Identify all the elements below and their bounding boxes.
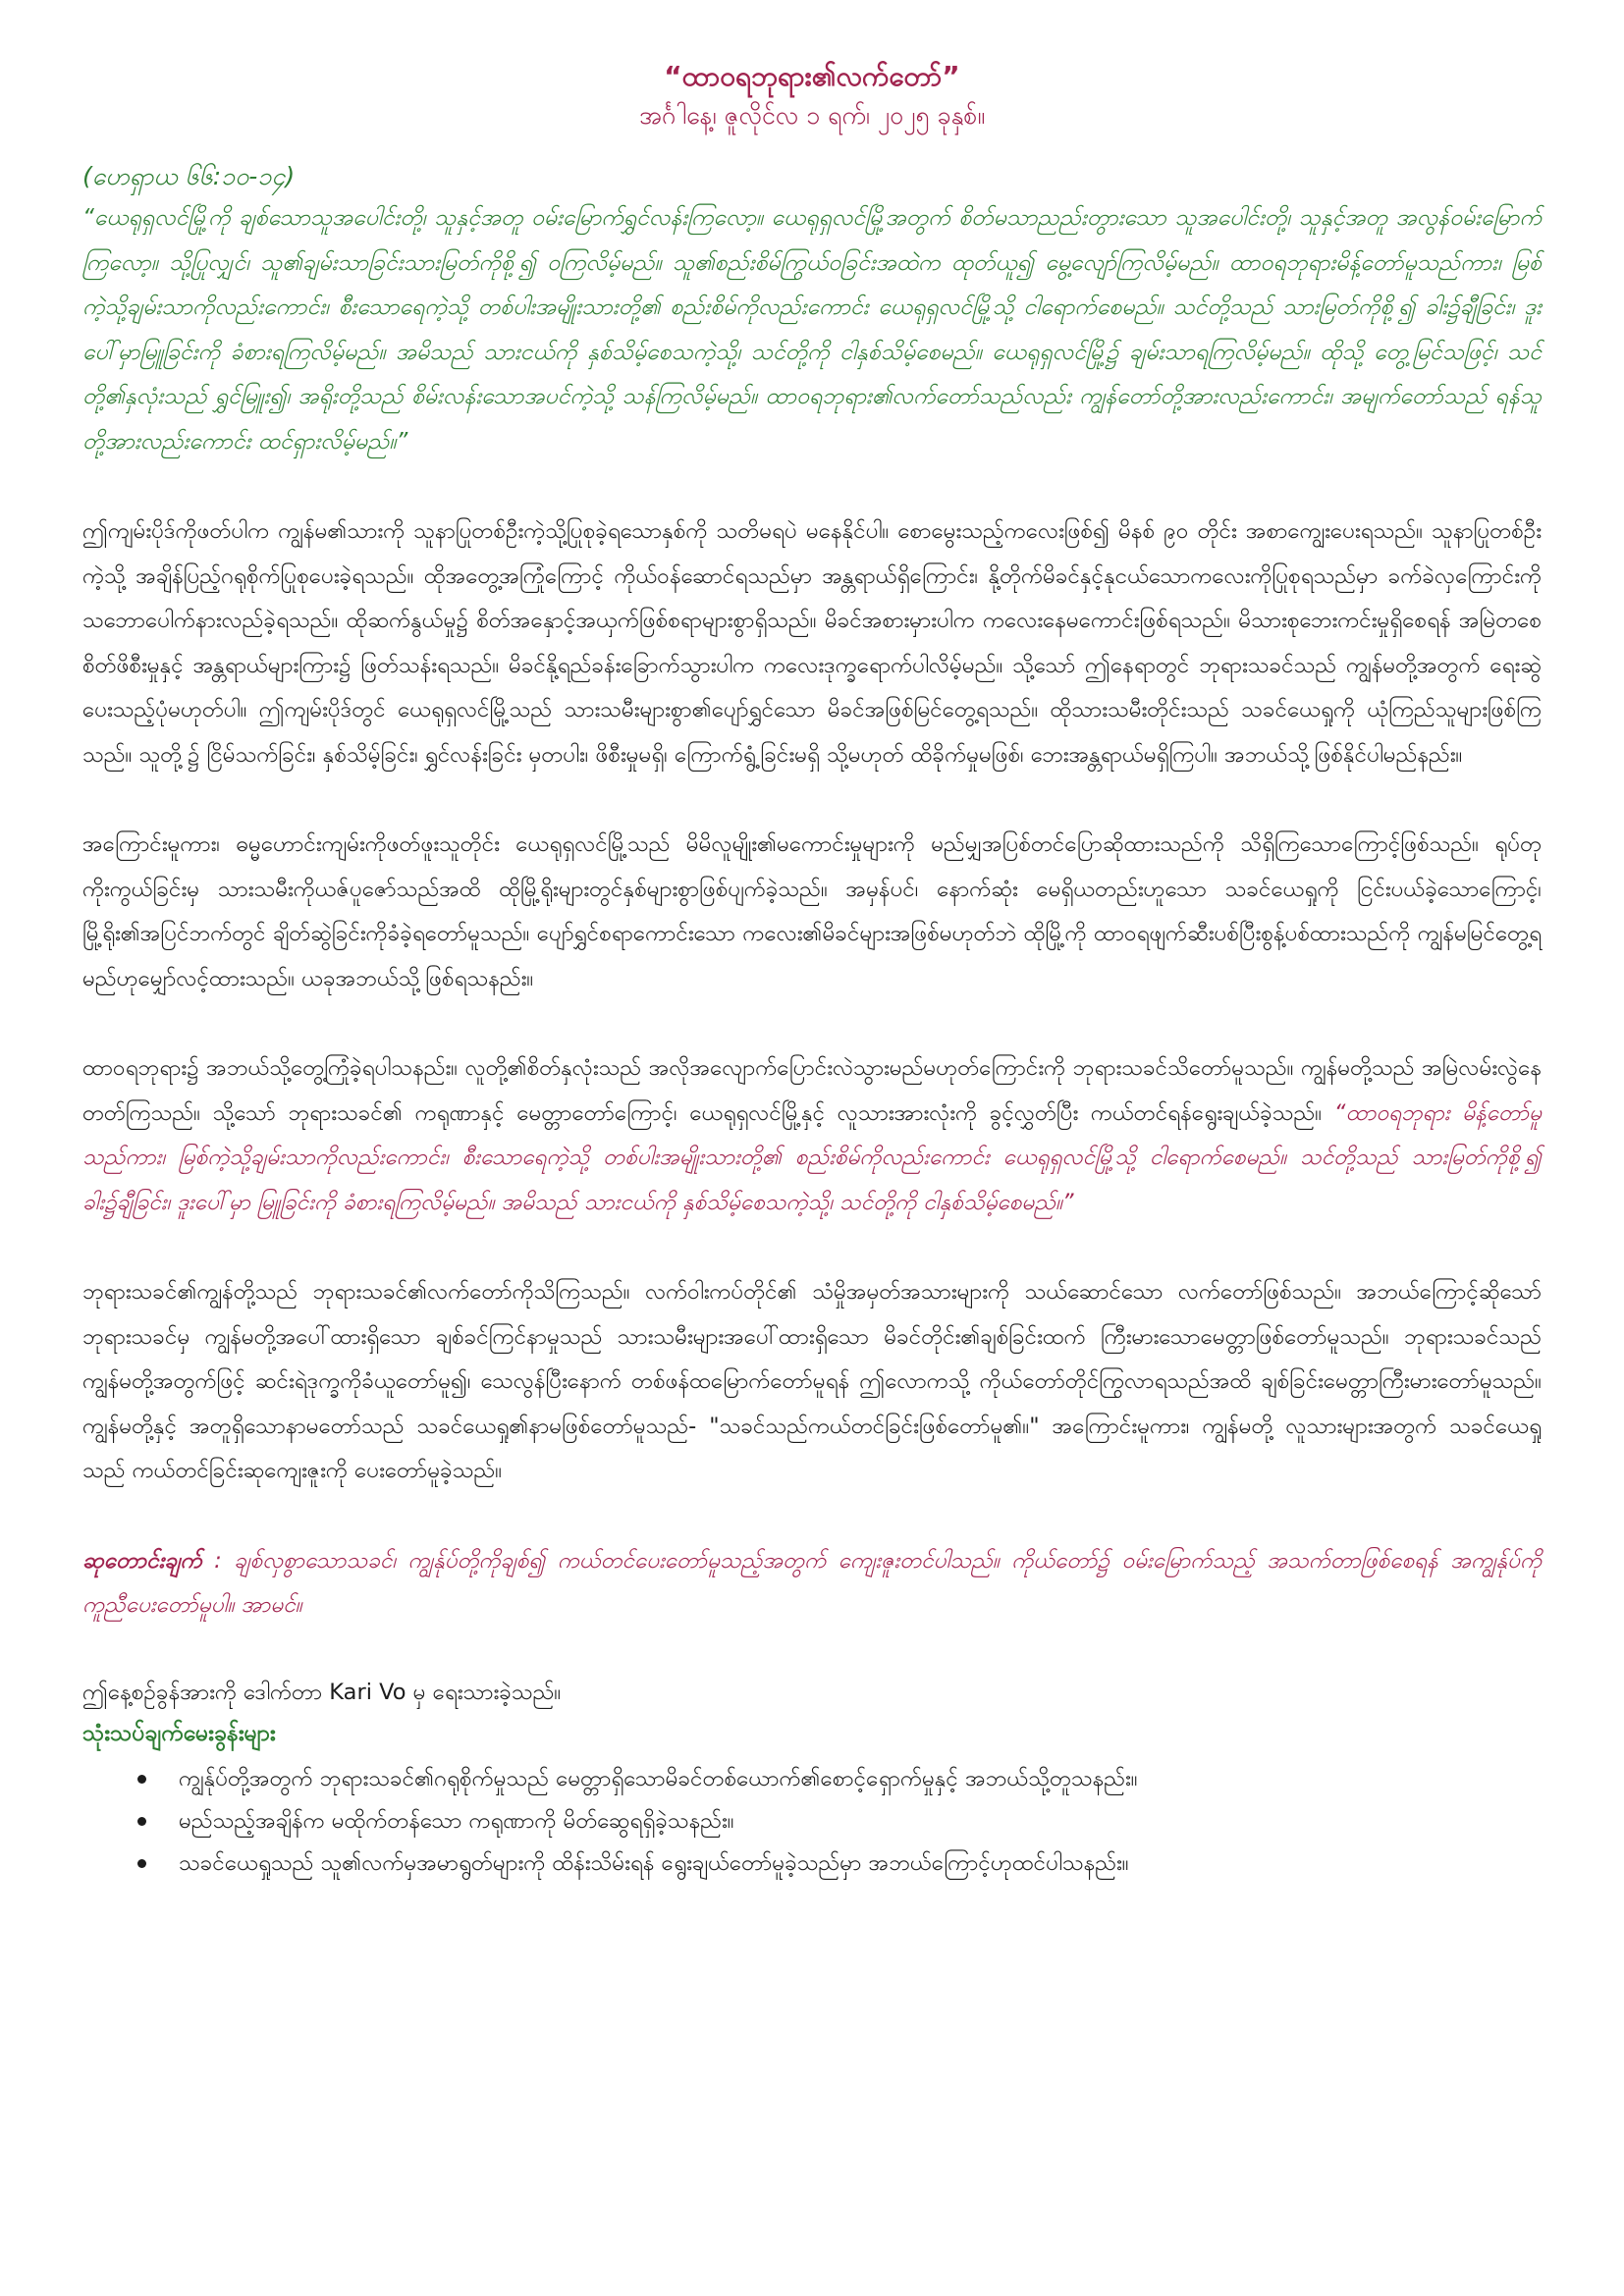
bullet-icon bbox=[137, 1859, 146, 1868]
body-paragraph-4: ဘုရားသခင်၏ကျွန်တို့သည် ဘုရားသခင်၏လက်တော်ကိုသိကြသည်။ လက်ဝါးကပ်တိုင်၏ သံမှိုအမှတ်အသားများကို သယ်ဆောင်သော လက်တော်ဖြစ်သည်။ အဘယ်ကြောင့်ဆိုသော် ဘုရားသခင်မှ ကျွန်မတို့အပေါ်ထားရှိသော ချစ်ခင်ကြင်နာမှုသည် သားသမီးများအပေါ်ထားရှိသော မိခင်တိုင်း၏ချစ်ခြင်းထက် ကြီးမားသောမေတ္တာဖြစ်တော်မူသည်။ ဘုရားသခင်သည် ကျွန်မတို့အတွက်ဖြင့် ဆင်းရဲဒုက္ခကိုခံယူတော်မူ၍၊ သေလွန်ပြီးနောက် တစ်ဖန်ထမြောက်တော်မူရန် ဤလောကသို့ ကိုယ်တော်တိုင်ကြွလာရသည်အထိ ချစ်ခြင်းမေတ္တာကြီးမားတော်မူသည်။ ကျွန်မတို့နှင့် အတူရှိသောနာမတော်သည် သခင်ယေရှု၏နာမဖြစ်တော်မူသည်- "သခင်သည်ကယ်တင်ခြင်းဖြစ်တော်မူ၏။" အကြောင်းမူကား၊ ကျွန်မတို့ လူသားများအတွက် သခင်ယေရှုသည် ကယ်တင်ခြင်းဆုကျေးဇူးကို ပေးတော်မူခဲ့သည်။ bbox=[82, 1279, 1542, 1483]
questions-heading: သုံးသပ်ချက်မေးခွန်းများ bbox=[82, 1720, 276, 1746]
questions-list bbox=[82, 1758, 1542, 1885]
question-text: ကျွန်ုပ်တို့အတွက် ဘုရားသခင်၏ဂရုစိုက်မှုသည် မေတ္တာရှိသောမိခင်တစ်ယောက်၏စောင့်ရှောက်မှုနှင့် အဘယ်သို့တူသနည်း။ bbox=[179, 1765, 1138, 1791]
date-line: အင်္ဂါနေ့၊ ဇူလိုင်လ ၁ ရက်၊ ၂၀၂၅ ခုနှစ်။ bbox=[638, 101, 986, 130]
bullet-icon bbox=[137, 1817, 146, 1826]
question-text: မည်သည့်အချိန်က မထိုက်တန်သော ကရုဏာကို မိတ်ဆွေရရှိခဲ့သနည်း။ bbox=[179, 1807, 734, 1834]
paragraph-3-text: ထာဝရဘုရား၌ အဘယ်သို့တွေ့ကြုံခဲ့ရပါသနည်း။ လူတို့၏စိတ်နှလုံးသည် အလိုအလျောက်ပြောင်းလဲသွားမည်မဟုတ်ကြောင်းကို ဘုရားသခင်သိတော်မူသည်။ ကျွန်မတို့သည် အမြဲလမ်းလွဲနေတတ်ကြသည်။ သို့သော် ဘုရားသခင်၏ ကရုဏာနှင့် မေတ္တာတော်ကြောင့်၊ ယေရုရှလင်မြို့နှင့် လူသားအားလုံးကို ခွင့်လွှတ်ပြီး ကယ်တင်ရန်ရွေးချယ်ခဲ့သည်။ bbox=[82, 1055, 1542, 1126]
list-item bbox=[137, 1758, 1542, 1800]
author-credit: ဤနေ့စဉ်ခွန်အားကို ဒေါက်တာ Kari Vo မှ ရေးသားခဲ့သည်။ bbox=[82, 1679, 562, 1705]
bullet-icon bbox=[137, 1775, 146, 1784]
prayer-label: ဆုတောင်းချက် bbox=[82, 1547, 202, 1574]
scripture-reference: (ဟေရှာယ ၆၆:၁၀-၁၄) bbox=[82, 162, 296, 190]
scripture-text: “ယေရုရှလင်မြို့ကို ချစ်သောသူအပေါင်းတို့၊ သူနှင့်အတူ ဝမ်းမြောက်ရွှင်လန်းကြလော့။ ယေရုရှလင်မြို့အတွက် စိတ်မသာညည်းတွားသော သူအပေါင်းတို့၊ သူနှင့်အတူ အလွန်ဝမ်းမြောက်ကြလော့။ သို့ပြုလျှင်၊ သူ၏ချမ်းသာခြင်းသားမြတ်ကိုစို့၍ ဝကြလိမ့်မည်။ သူ၏စည်းစိမ်ကြွယ်ဝခြင်းအထဲက ထုတ်ယူ၍ မွေ့လျော်ကြလိမ့်မည်။ ထာဝရဘုရားမိန့်တော်မူသည်ကား၊ မြစ်ကဲ့သို့ချမ်းသာကိုလည်းကောင်း၊ စီးသောရေကဲ့သို့ တစ်ပါးအမျိုးသားတို့၏ စည်းစိမ်ကိုလည်းကောင်း ယေရုရှလင်မြို့သို့ ငါရောက်စေမည်။ သင်တို့သည် သားမြတ်ကိုစို့၍ ခါး၌ချီခြင်း၊ ဒူးပေါ်မှာမြူခြင်းကို ခံစားရကြလိမ့်မည်။ အမိသည် သားငယ်ကို နှစ်သိမ့်စေသကဲ့သို့၊ သင်တို့ကို ငါနှစ်သိမ့်စေမည်။ ယေရုရှလင်မြို့၌ ချမ်းသာရကြလိမ့်မည်။ ထိုသို့ တွေ့မြင်သဖြင့်၊ သင်တို့၏နှလုံးသည် ရွှင်မြူး၍၊ အရိုးတို့သည် စိမ်းလန်းသောအပင်ကဲ့သို့ သန်ကြလိမ့်မည်။ ထာဝရဘုရား၏လက်တော်သည်လည်း ကျွန်တော်တို့အားလည်းကောင်း၊ အမျက်တော်သည် ရန်သူတို့အားလည်းကောင်း ထင်ရှားလိမ့်မည်။” bbox=[82, 205, 1542, 454]
inline-scripture-quote: “ထာဝရဘုရား မိန့်တော်မူသည်ကား၊ မြစ်ကဲ့သို့ချမ်းသာကိုလည်းကောင်း၊ စီးသောရေကဲ့သို့ တစ်ပါးအမျိုးသားတို့၏ စည်းစိမ်ကိုလည်းကောင်း ယေရုရှလင်မြို့သို့ ငါရောက်စေမည်။ သင်တို့သည် သားမြတ်ကိုစို့၍ ခါး၌ချီခြင်း၊ ဒူးပေါ်မှာ မြူခြင်းကို ခံစားရကြလိမ့်မည်။ အမိသည် သားငယ်ကို နှစ်သိမ့်စေသကဲ့သို့၊ သင်တို့ကို ငါနှစ်သိမ့်စေမည်။” bbox=[82, 1099, 1542, 1215]
prayer-text: : ချစ်လှစွာသောသခင်၊ ကျွန်ုပ်တို့ကိုချစ်၍ ကယ်တင်ပေးတော်မူသည့်အတွက် ကျေးဇူးတင်ပါသည်။ ကိုယ်တော်၌ ဝမ်းမြောက်သည့် အသက်တာဖြစ်စေရန် အကျွန်ုပ်ကို ကူညီပေးတော်မူပါ။ အာမင်။ bbox=[82, 1547, 1542, 1618]
body-paragraph-2: အကြောင်းမူကား၊ ဓမ္မဟောင်းကျမ်းကိုဖတ်ဖူးသူတိုင်း ယေရုရှလင်မြို့သည် မိမိလူမျိုး၏မကောင်းမှုများကို မည်မျှအပြစ်တင်ပြောဆိုထားသည်ကို သိရှိကြသောကြောင့်ဖြစ်သည်။ ရုပ်တုကိုးကွယ်ခြင်းမှ သားသမီးကိုယဇ်ပူဇော်သည်အထိ ထိုမြို့ရိုးများတွင်နှစ်များစွာဖြစ်ပျက်ခဲ့သည်။ အမှန်ပင်၊ နောက်ဆုံး မေရှိယတည်းဟူသော သခင်ယေရှုကို ငြင်းပယ်ခဲ့သောကြောင့်၊ မြို့ရိုး၏အပြင်ဘက်တွင် ချိတ်ဆွဲခြင်းကိုခံခဲ့ရတော်မူသည်။ ပျော်ရွှင်စရာကောင်းသော ကလေး၏မိခင်များအဖြစ်မဟုတ်ဘဲ ထိုမြို့ကို ထာဝရဖျက်ဆီးပစ်ပြီးစွန့်ပစ်ထားသည်ကို ကျွန်မမြင်တွေ့ရမည်ဟုမျှော်လင့်ထားသည်။ ယခုအဘယ်သို့ဖြစ်ရသနည်း။ bbox=[82, 831, 1542, 991]
list-item bbox=[137, 1842, 1542, 1885]
body-paragraph-1: ဤကျမ်းပိုဒ်ကိုဖတ်ပါက ကျွန်မ၏သားကို သူနာပြုတစ်ဦးကဲ့သို့ပြုစုခဲ့ရသောနှစ်ကို သတိမရပဲ မနေနိုင်ပါ။ စောမွေးသည့်ကလေးဖြစ်၍ မိနစ် ၉၀ တိုင်း အစာကျွေးပေးရသည်။ သူနာပြုတစ်ဦးကဲ့သို့ အချိန်ပြည့်ဂရုစိုက်ပြုစုပေးခဲ့ရသည်။ ထိုအတွေ့အကြုံကြောင့် ကိုယ်ဝန်ဆောင်ရသည်မှာ အန္တရာယ်ရှိကြောင်း၊ နို့တိုက်မိခင်နှင့်နုငယ်သောကလေးကိုပြုစုရသည်မှာ ခက်ခဲလှကြောင်းကို သဘောပေါက်နားလည်ခဲ့ရသည်။ ထိုဆက်နွယ်မှု၌ စိတ်အနှောင့်အယှက်ဖြစ်စရာများစွာရှိသည်။ မိခင်အစားမှားပါက ကလေးနေမကောင်းဖြစ်ရသည်။ မိသားစုဘေးကင်းမှုရှိစေရန် အမြဲတစေ စိတ်ဖိစီးမှုနှင့် အန္တရာယ်များကြား၌ ဖြတ်သန်းရသည်။ မိခင်နို့ရည်ခန်းခြောက်သွားပါက ကလေးဒုက္ခရောက်ပါလိမ့်မည်။ သို့သော် ဤနေရာတွင် ဘုရားသခင်သည် ကျွန်မတို့အတွက် ရေးဆွဲပေးသည့်ပုံမဟုတ်ပါ။ ဤကျမ်းပိုဒ်တွင် ယေရုရှလင်မြို့သည် သားသမီးများစွာ၏ပျော်ရွှင်သော မိခင်အဖြစ်မြင်တွေ့ရသည်။ ထိုသားသမီးတိုင်းသည် သခင်ယေရှုကို ယုံကြည်သူများဖြစ်ကြသည်။ သူတို့၌ ငြိမ်သက်ခြင်း၊ နှစ်သိမ့်ခြင်း၊ ရွှင်လန်းခြင်း မှတပါး၊ ဖိစီးမှုမရှိ၊ ကြောက်ရွံ့ခြင်းမရှိ သို့မဟုတ် ထိခိုက်မှုမဖြစ်၊ ဘေးအန္တရာယ်မရှိကြပါ။ အဘယ်သို့ဖြစ်နိုင်ပါမည်နည်း။ bbox=[82, 518, 1542, 768]
body-paragraph-3 bbox=[82, 1046, 1542, 1225]
list-item bbox=[137, 1800, 1542, 1842]
page-title: “ထာဝရဘုရား၏လက်တော်” bbox=[664, 60, 960, 92]
prayer-block bbox=[82, 1539, 1542, 1629]
question-text: သခင်ယေရှုသည် သူ၏လက်မှအမာရွတ်များကို ထိန်းသိမ်းရန် ရွေးချယ်တော်မူခဲ့သည်မှာ အဘယ်ကြောင့်ဟုထင်ပါသနည်း။ bbox=[179, 1849, 1129, 1876]
